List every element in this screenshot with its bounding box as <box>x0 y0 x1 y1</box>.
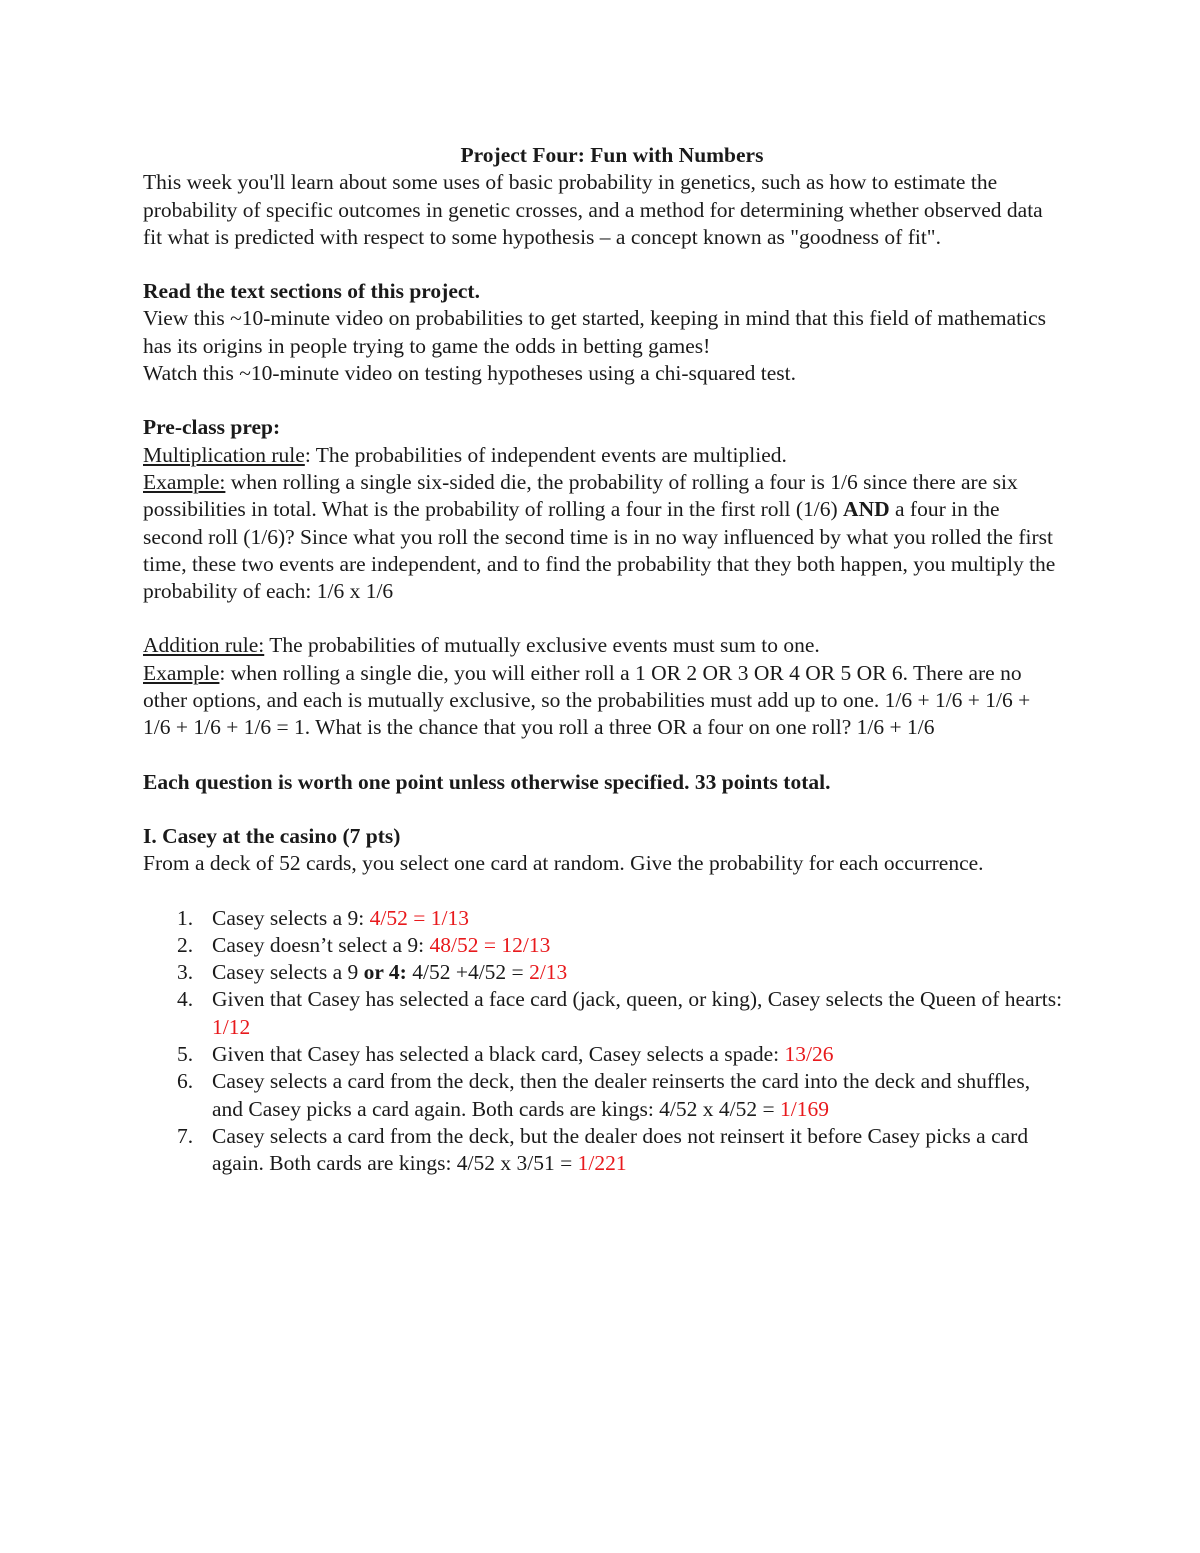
multiplication-rule <box>143 442 1063 469</box>
question-text: Given that Casey has selected a face card (jack, queen, or king), Casey selects the Queen of hearts: <box>212 987 1063 1012</box>
question-number: 4. <box>177 987 194 1012</box>
answer-text: 13/26 <box>784 1042 834 1067</box>
addition-example-label: Example <box>143 660 220 685</box>
addition-rule <box>143 632 1063 659</box>
addition-example-text: : when rolling a single die, you will either roll a 1 OR 2 OR 3 OR 4 OR 5 OR 6. There are no other options, and each is mutually exclusive, so the probabilities must add up to one. 1/6 + 1/6 + 1/6 + 1/6 + 1/6 + 1/6 = 1. What is the chance that you roll a three OR a four on one roll? 1/6 + 1/6 <box>143 660 1031 740</box>
answer-text: 4/52 = 1/13 <box>369 905 469 930</box>
answer-text: 1/221 <box>577 1151 627 1176</box>
multiplication-rule-label: Multiplication rule <box>143 442 305 467</box>
question-number: 6. <box>177 1069 194 1094</box>
question-bold: or 4: <box>363 960 407 985</box>
read-heading: Read the text sections of this project. <box>143 279 480 304</box>
question-number: 3. <box>177 960 194 985</box>
points-note: Each question is worth one point unless otherwise specified. 33 points total. <box>143 769 831 794</box>
question-text-a: Casey selects a 9 <box>212 960 364 985</box>
question-item <box>143 986 1063 1041</box>
answer-text: 48/52 = 12/13 <box>429 932 551 957</box>
example-text-a: when rolling a single six-sided die, the probability of rolling a four is 1/6 since there are six possibilities in total. What is the probability of rolling a four in the first roll (1/6) <box>143 469 1018 522</box>
example-text-b: a four in the second roll (1/6)? Since what you roll the second time is in no way influenced by what you rolled the first time, these two events are independent, and to find the probability that they both happen, you multiply the probability of each: 1/6 x 1/6 <box>143 497 1056 604</box>
multiplication-example <box>143 469 1063 605</box>
multiplication-rule-text: : The probabilities of independent events are multiplied. <box>304 442 787 467</box>
question-text-b: 4/52 +4/52 = <box>406 960 530 985</box>
addition-rule-label: Addition rule: <box>143 633 265 658</box>
question-text: Given that Casey has selected a black card, Casey selects a spade: <box>212 1042 785 1067</box>
answer-text: 1/169 <box>780 1096 829 1121</box>
question-number: 5. <box>177 1042 194 1067</box>
section-intro: From a deck of 52 cards, you select one card at random. Give the probability for each occurrence. <box>143 851 984 876</box>
question-number: 1. <box>177 905 194 930</box>
question-item <box>143 1123 1063 1178</box>
question-item <box>143 905 1063 932</box>
question-text: Casey selects a card from the deck, then the dealer reinserts the card into the deck and shuffles, and Casey picks a card again. Both cards are kings: 4/52 x 4/52 = <box>212 1069 1031 1121</box>
question-list <box>143 905 1063 1178</box>
question-text: Casey selects a 9: <box>212 905 370 930</box>
example-label: Example: <box>143 469 226 494</box>
answer-text: 1/12 <box>212 1014 251 1039</box>
question-number: 7. <box>177 1123 194 1148</box>
question-text: Casey selects a card from the deck, but the dealer does not reinsert it before Casey picks a card again. Both cards are kings: 4/52 x 3/51 = <box>212 1123 1029 1176</box>
document-body <box>143 142 1063 1178</box>
question-item <box>143 932 1063 959</box>
answer-text: 2/13 <box>529 960 568 985</box>
example-and: AND <box>843 497 890 522</box>
page-title: Project Four: Fun with Numbers <box>460 143 764 167</box>
addition-rule-text: The probabilities of mutually exclusive events must sum to one. <box>264 633 820 658</box>
prep-heading: Pre-class prep: <box>143 415 281 440</box>
section-heading: I. Casey at the casino (7 pts) <box>143 823 401 848</box>
question-number: 2. <box>177 932 194 957</box>
question-item <box>143 1041 1063 1068</box>
question-item <box>143 959 1063 986</box>
question-item <box>143 1068 1063 1123</box>
addition-example <box>143 660 1063 742</box>
video-link-chi-squared[interactable]: Watch this ~10-minute video on testing hypotheses using a chi-squared test. <box>143 361 796 386</box>
video-link-probabilities[interactable]: View this ~10-minute video on probabilities to get started, keeping in mind that this field of mathematics has its origins in people trying to game the odds in betting games! <box>143 306 1047 358</box>
question-text: Casey doesn’t select a 9: <box>212 932 430 957</box>
intro-paragraph: This week you'll learn about some uses of basic probability in genetics, such as how to estimate the probability of specific outcomes in genetic crosses, and a method for determining whether observed data fit what is predicted with respect to some hypothesis – a concept known as "goodness of fit". <box>143 170 1043 249</box>
